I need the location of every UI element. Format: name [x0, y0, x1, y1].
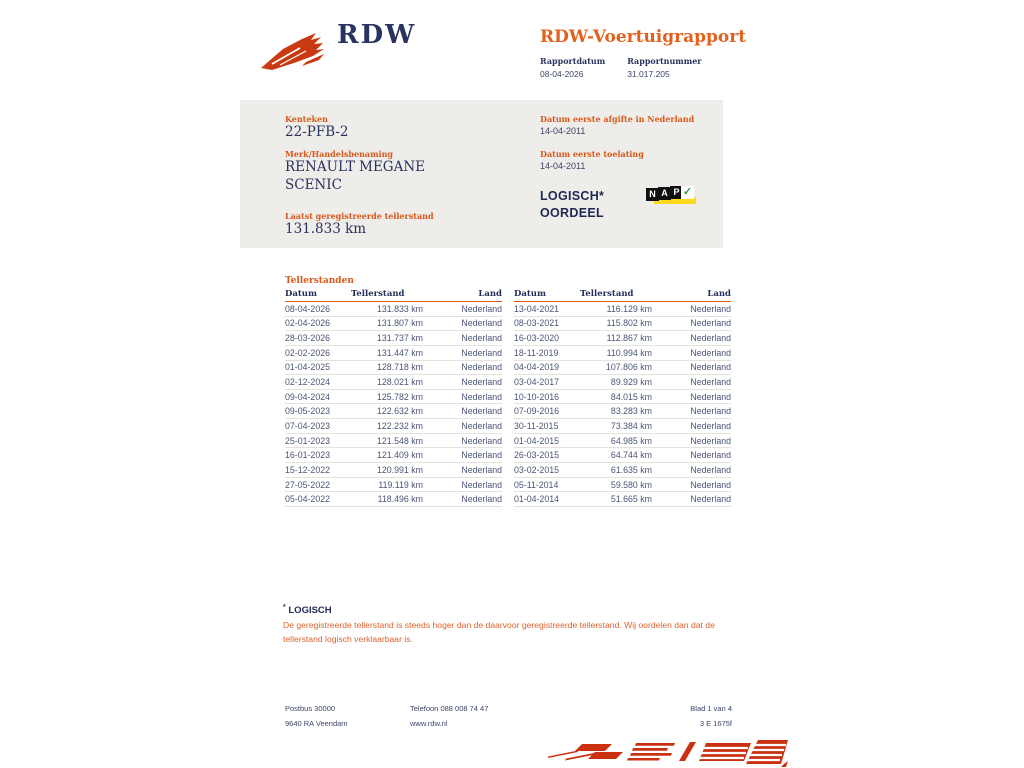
- cell-tellerstand: 128.021 km: [377, 377, 423, 388]
- cell-datum: 09-04-2024: [285, 391, 330, 402]
- cell-land: Nederland: [690, 494, 731, 505]
- footnote-text: De geregistreerde tellerstand is steeds hoger dan de daarvoor geregistreerde tellerstand. Wij oordelen dan dat de tellerstand logisch verklaarbaar is.: [283, 620, 715, 644]
- cell-datum: 18-11-2019: [514, 347, 559, 358]
- cell-land: Nederland: [461, 450, 502, 461]
- report-date-block: [540, 56, 605, 79]
- cell-datum: 13-04-2021: [514, 303, 559, 314]
- table-row: [285, 302, 502, 317]
- cell-tellerstand: 84.015 km: [610, 391, 652, 402]
- table-row: [285, 361, 502, 376]
- cell-tellerstand: 122.632 km: [377, 406, 423, 417]
- cell-land: Nederland: [690, 347, 731, 358]
- header-land: Land: [478, 289, 502, 299]
- vehicle-summary-panel: [240, 100, 723, 248]
- cell-datum: 10-10-2016: [514, 391, 559, 402]
- cell-datum: 07-09-2016: [514, 406, 559, 417]
- table-header-row: [285, 289, 502, 302]
- table-row: [285, 404, 502, 419]
- cell-tellerstand: 119.119 km: [378, 479, 423, 490]
- rdw-stripes-decoration: [548, 739, 788, 768]
- cell-tellerstand: 120.991 km: [377, 464, 423, 475]
- cell-land: Nederland: [461, 347, 502, 358]
- cell-tellerstand: 118.496 km: [377, 494, 423, 505]
- cell-tellerstand: 131.447 km: [377, 347, 423, 358]
- cell-datum: 26-03-2015: [514, 450, 559, 461]
- footer-address-line1: Postbus 30000: [285, 704, 336, 713]
- afgifte-label: Datum eerste afgifte in Nederland: [540, 114, 695, 124]
- cell-tellerstand: 51.665 km: [610, 494, 652, 505]
- merk-value: [285, 158, 425, 194]
- table-row: [285, 390, 502, 405]
- cell-datum: 04-04-2019: [514, 362, 559, 373]
- report-number-value: 31.017.205: [627, 69, 670, 79]
- footer-address: [285, 701, 348, 731]
- header-datum: Datum: [514, 289, 546, 299]
- cell-land: Nederland: [690, 391, 731, 402]
- table-row: [514, 419, 731, 434]
- toelating-value: 14-04-2011: [540, 161, 586, 171]
- table-row: [514, 478, 731, 493]
- cell-land: Nederland: [461, 479, 502, 490]
- cell-tellerstand: 121.548 km: [377, 435, 423, 446]
- footer-website: www.rdw.nl: [410, 719, 448, 728]
- cell-tellerstand: 73.384 km: [610, 420, 652, 431]
- cell-tellerstand: 125.782 km: [377, 391, 423, 402]
- footer-phone: Telefoon 088 008 74 47: [410, 704, 489, 713]
- cell-tellerstand: 61.635 km: [610, 464, 652, 475]
- report-date-value: 08-04-2026: [540, 69, 584, 79]
- cell-land: Nederland: [690, 406, 731, 417]
- footer-page-info: [630, 701, 732, 731]
- cell-land: Nederland: [461, 420, 502, 431]
- cell-datum: 02-02-2026: [285, 347, 330, 358]
- cell-tellerstand: 131.833 km: [377, 303, 423, 314]
- cell-datum: 02-04-2026: [285, 318, 330, 329]
- table-row: [285, 317, 502, 332]
- merk-line1: RENAULT MEGANE: [285, 159, 425, 175]
- report-number-block: [627, 56, 701, 79]
- cell-tellerstand: 131.807 km: [377, 318, 423, 329]
- cell-datum: 07-04-2023: [285, 420, 330, 431]
- table-row: [285, 419, 502, 434]
- table-row: [514, 346, 731, 361]
- report-number-label: Rapportnummer: [627, 56, 702, 66]
- toelating-label: Datum eerste toelating: [540, 149, 644, 159]
- cell-land: Nederland: [461, 391, 502, 402]
- cell-datum: 27-05-2022: [285, 479, 330, 490]
- merk-label: Merk/Handelsbenaming: [285, 149, 394, 159]
- cell-datum: 25-01-2023: [285, 435, 330, 446]
- cell-land: Nederland: [461, 406, 502, 417]
- footer-address-line2: 9640 RA Veendam: [285, 719, 348, 728]
- table-row: [514, 434, 731, 449]
- cell-datum: 08-03-2021: [514, 318, 559, 329]
- cell-land: Nederland: [461, 303, 502, 314]
- cell-land: Nederland: [690, 362, 731, 373]
- table-row: [285, 375, 502, 390]
- header-tellerstand: Tellerstand: [351, 289, 405, 299]
- kenteken-label: Kenteken: [285, 114, 328, 124]
- cell-tellerstand: 110.994 km: [606, 347, 652, 358]
- table-row: [514, 390, 731, 405]
- footer-contact: [410, 701, 488, 731]
- cell-land: Nederland: [690, 464, 731, 475]
- cell-tellerstand: 89.929 km: [610, 377, 652, 388]
- table-row: [514, 317, 731, 332]
- cell-datum: 02-12-2024: [285, 377, 330, 388]
- header-land: Land: [707, 289, 731, 299]
- cell-tellerstand: 107.806 km: [606, 362, 652, 373]
- footer-form-code: 3 E 1675f: [699, 719, 732, 728]
- cell-land: Nederland: [461, 435, 502, 446]
- cell-tellerstand: 112.867 km: [606, 333, 652, 344]
- table-row: [285, 463, 502, 478]
- cell-datum: 05-11-2014: [514, 479, 559, 490]
- cell-land: Nederland: [690, 318, 731, 329]
- cell-datum: 09-05-2023: [285, 406, 330, 417]
- cell-datum: 08-04-2026: [285, 303, 330, 314]
- cell-datum: 05-04-2022: [285, 494, 330, 505]
- cell-land: Nederland: [690, 420, 731, 431]
- table-row: [514, 492, 731, 507]
- merk-line2: SCENIC: [285, 177, 342, 193]
- oordeel-line2: OORDEEL: [540, 206, 604, 220]
- table-header-row: [514, 289, 731, 302]
- table-row: [514, 302, 731, 317]
- nap-logo: [646, 185, 696, 209]
- cell-tellerstand: 83.283 km: [610, 406, 652, 417]
- report-meta: [540, 56, 702, 79]
- tellerstanden-section-title: Tellerstanden: [285, 276, 354, 286]
- table-row: [285, 448, 502, 463]
- cell-land: Nederland: [690, 303, 731, 314]
- kenteken-value: 22-PFB-2: [285, 124, 349, 140]
- table-row: [514, 404, 731, 419]
- table-row: [285, 331, 502, 346]
- cell-tellerstand: 59.580 km: [610, 479, 652, 490]
- cell-tellerstand: 122.232 km: [377, 420, 423, 431]
- cell-land: Nederland: [461, 494, 502, 505]
- report-title: RDW-Voertuigrapport: [540, 27, 747, 47]
- cell-land: Nederland: [690, 479, 731, 490]
- table-row: [285, 492, 502, 507]
- cell-tellerstand: 116.129 km: [606, 303, 652, 314]
- nap-checkmark-icon: ✓: [682, 186, 693, 198]
- cell-land: Nederland: [690, 435, 731, 446]
- table-row: [514, 463, 731, 478]
- footer-page-indicator: Blad 1 van 4: [690, 704, 732, 713]
- cell-land: Nederland: [690, 377, 731, 388]
- cell-tellerstand: 64.744 km: [610, 450, 652, 461]
- cell-datum: 03-04-2017: [514, 377, 559, 388]
- tellerstand-label: Laatst geregistreerde tellerstand: [285, 211, 434, 221]
- cell-land: Nederland: [461, 318, 502, 329]
- cell-land: Nederland: [690, 450, 731, 461]
- footnote-title: [283, 604, 332, 616]
- header-datum: Datum: [285, 289, 317, 299]
- report-date-label: Rapportdatum: [540, 56, 606, 66]
- cell-datum: 01-04-2025: [285, 362, 330, 373]
- cell-land: Nederland: [690, 333, 731, 344]
- table-body: [285, 302, 502, 507]
- cell-tellerstand: 131.737 km: [377, 333, 423, 344]
- cell-datum: 16-03-2020: [514, 333, 559, 344]
- nap-letter-a: A: [658, 187, 671, 200]
- cell-tellerstand: 121.409 km: [377, 450, 423, 461]
- cell-datum: 16-01-2023: [285, 450, 330, 461]
- odometer-table-right: [514, 289, 731, 507]
- rdw-wordmark: RDW: [337, 20, 417, 50]
- tellerstand-value: 131.833 km: [285, 221, 367, 237]
- table-row: [514, 375, 731, 390]
- cell-datum: 30-11-2015: [514, 420, 559, 431]
- odometer-tables: [285, 289, 731, 507]
- cell-land: Nederland: [461, 333, 502, 344]
- footnote-title-text: LOGISCH: [288, 605, 332, 617]
- cell-datum: 01-04-2015: [514, 435, 559, 446]
- nap-letter-p: P: [670, 186, 683, 199]
- oordeel-line1: LOGISCH*: [540, 189, 605, 203]
- rdw-bird-logo-icon: [256, 26, 334, 76]
- cell-tellerstand: 64.985 km: [610, 435, 652, 446]
- odometer-table-left: [285, 289, 502, 507]
- cell-tellerstand: 115.802 km: [606, 318, 652, 329]
- cell-tellerstand: 128.718 km: [377, 362, 423, 373]
- cell-land: Nederland: [461, 464, 502, 475]
- table-row: [285, 346, 502, 361]
- table-row: [285, 478, 502, 493]
- footnote-asterisk: *: [283, 604, 286, 611]
- afgifte-value: 14-04-2011: [540, 126, 586, 136]
- cell-land: Nederland: [461, 362, 502, 373]
- cell-land: Nederland: [461, 377, 502, 388]
- cell-datum: 01-04-2014: [514, 494, 559, 505]
- table-row: [285, 434, 502, 449]
- nap-letter-n: N: [646, 188, 659, 201]
- table-row: [514, 448, 731, 463]
- table-row: [514, 331, 731, 346]
- table-body: [514, 302, 731, 507]
- cell-datum: 03-02-2015: [514, 464, 559, 475]
- cell-datum: 28-03-2026: [285, 333, 330, 344]
- cell-datum: 15-12-2022: [285, 464, 330, 475]
- oordeel-verdict: [540, 188, 604, 222]
- table-row: [514, 361, 731, 376]
- header-tellerstand: Tellerstand: [580, 289, 634, 299]
